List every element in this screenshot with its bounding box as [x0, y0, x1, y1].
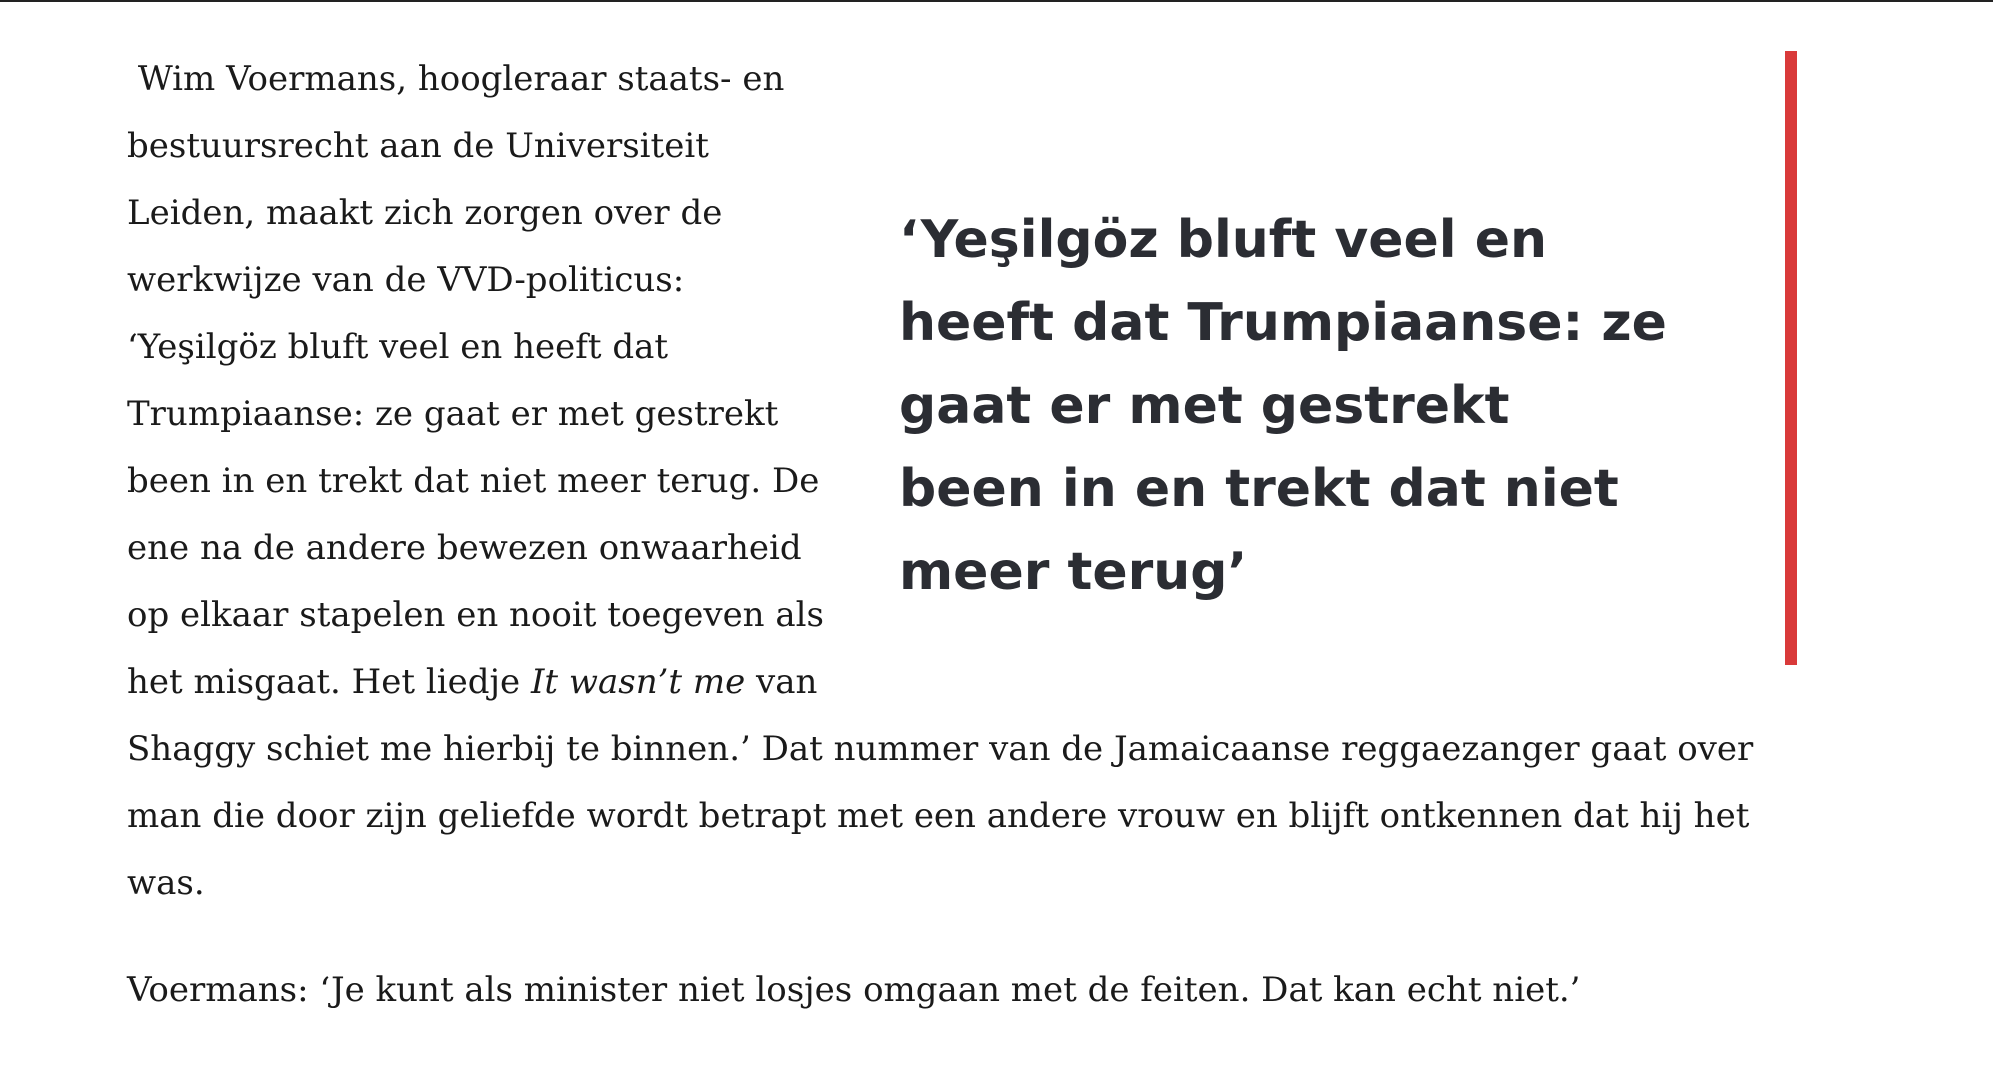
article-body [127, 46, 1827, 1024]
pull-quote-accent-bar [1785, 51, 1797, 665]
pull-quote [882, 46, 1827, 660]
paragraph-lead-text: Wim Voermans, hoogleraar staats- en bestuursrecht aan de Universiteit Leiden, maakt zich zorgen over de werkwijze van de VVD-politicus: ‘Yeşilgöz bluft veel en heeft dat Trumpiaanse: ze gaat er met gestrekt been in en trekt dat niet meer terug. De ene na de andere bewezen onwaarheid op elkaar stapelen en nooit toegeven als het misgaat. Het liedje [127, 59, 824, 702]
article-paragraph-closing: Voermans: ‘Je kunt als minister niet losjes omgaan met de feiten. Dat kan echt niet.’ [127, 970, 1581, 1010]
song-title: It wasn’t me [530, 662, 746, 702]
paragraph-tail-text: van Shaggy schiet me hierbij te binnen.’ Dat nummer van de Jamaicaanse reggaezanger gaat over man die door zijn geliefde wordt betrapt met een andere vrouw en blijft ontkennen dat hij het was. [127, 662, 1754, 903]
pull-quote-text: ‘Yeşilgöz bluft veel en heeft dat Trumpiaanse: ze gaat er met gestrekt been in en trekt dat niet meer terug’ [899, 210, 1667, 602]
